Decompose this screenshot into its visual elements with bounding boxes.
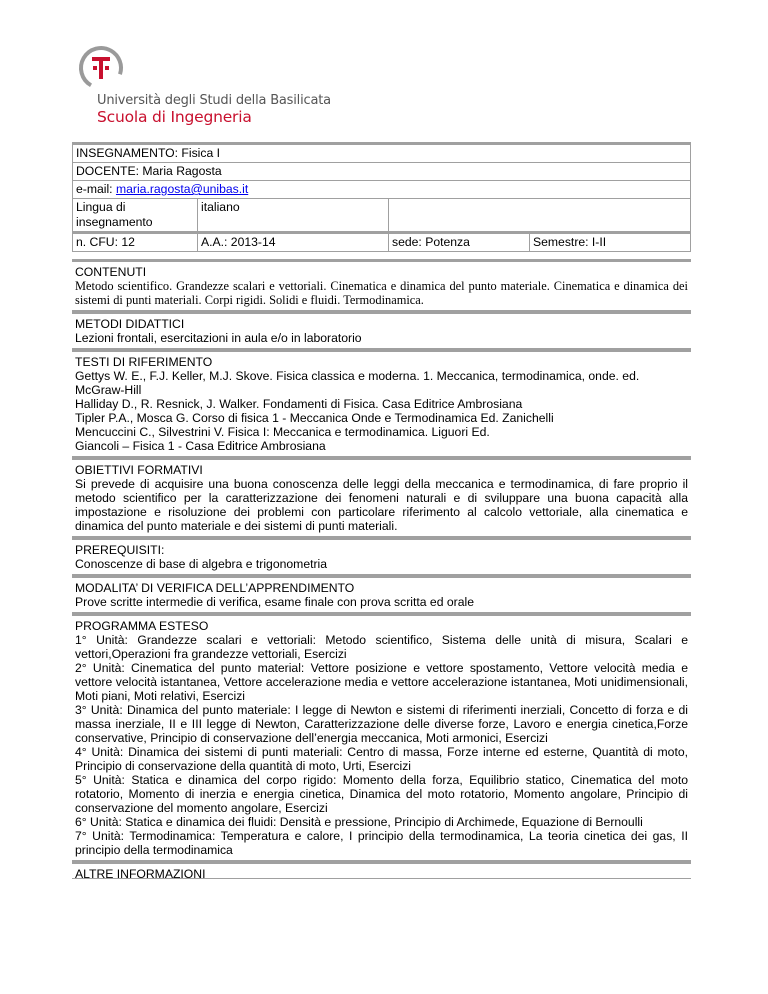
course-info-table xyxy=(72,142,691,252)
language-empty-cell xyxy=(389,199,691,233)
section-title: PROGRAMMA ESTESO xyxy=(75,619,209,633)
section-title: METODI DIDATTICI xyxy=(75,317,185,331)
section-prerequisiti xyxy=(72,537,691,575)
section-programma xyxy=(72,613,691,861)
section-title: ALTRE INFORMAZIONI xyxy=(75,867,206,881)
reference-item: Tipler P.A., Mosca G. Corso di fisica 1 - Meccanica Onde e Termodinamica Ed. Zanichelli xyxy=(75,411,554,425)
section-body: Lezioni frontali, esercitazioni in aula e/o in laboratorio xyxy=(75,331,362,345)
reference-item: Halliday D., R. Resnick, J. Walker. Fondamenti di Fisica. Casa Editrice Ambrosiana xyxy=(75,397,523,411)
university-name: Università degli Studi della Basilicata xyxy=(97,93,331,108)
language-label: Lingua di insegnamento xyxy=(73,199,198,233)
section-body: Conoscenze di base di algebra e trigonometria xyxy=(75,557,328,571)
section-title: MODALITA’ DI VERIFICA DELL’APPRENDIMENTO xyxy=(75,581,355,595)
section-contenuti xyxy=(72,259,691,311)
teacher: DOCENTE: Maria Ragosta xyxy=(73,163,691,181)
reference-item: Mencuccini C., Silvestrini V. Fisica I: Meccanica e termodinamica. Liguori Ed. xyxy=(75,425,490,439)
email-row xyxy=(73,181,691,199)
section-verifica xyxy=(72,575,691,613)
academic-year: A.A.: 2013-14 xyxy=(198,233,389,252)
program-unit: 3° Unità: Dinamica del punto materiale: I legge di Newton e sistemi di riferimenti inerziali, Concetto di forza e di massa inerziale, II e III legge di Newton, Caratterizzazione delle diverse forze, Lavoro e energia cinetica,Forze conservative, Principio di conservazione dell’energia meccanica, Moti armonici, Esercizi xyxy=(75,703,688,745)
section-altre xyxy=(72,861,691,884)
cfu: n. CFU: 12 xyxy=(73,233,198,252)
section-obiettivi xyxy=(72,457,691,537)
language-value: italiano xyxy=(198,199,389,233)
email-label: e-mail: xyxy=(76,182,116,196)
university-logo xyxy=(75,42,127,94)
reference-item: Giancoli – Fisica 1 - Casa Editrice Ambrosiana xyxy=(75,439,326,453)
semester: Semestre: I-II xyxy=(530,233,691,252)
program-unit: 4° Unità: Dinamica dei sistemi di punti materiali: Centro di massa, Forze interne ed esterne, Quantità di moto, Principio di conservazione della quantità di moto, Urti, Esercizi xyxy=(75,745,688,773)
program-unit: 2° Unità: Cinematica del punto material: Vettore posizione e vettore spostamento, Vettore velocità media e vettore velocità istantanea, Vettore accelerazione media e vettore accelerazione istantanea, Moti unidimensionali, Moti piani, Moti relativi, Esercizi xyxy=(75,661,688,703)
program-unit: 1° Unità: Grandezze scalari e vettoriali: Metodo scientifico, Sistema delle unità di misura, Scalari e vettori,Operazioni fra grandezze vettoriali, Esercizi xyxy=(75,633,688,661)
section-title: OBIETTIVI FORMATIVI xyxy=(75,463,203,477)
bottom-rule xyxy=(72,878,691,879)
location: sede: Potenza xyxy=(389,233,530,252)
section-body: Prove scritte intermedie di verifica, esame finale con prova scritta ed orale xyxy=(75,595,474,609)
section-title: CONTENUTI xyxy=(75,265,147,279)
email-link[interactable]: maria.ragosta@unibas.it xyxy=(115,182,249,196)
program-unit: 5° Unità: Statica e dinamica del corpo rigido: Momento della forza, Equilibrio statico, Cinematica del moto rotatorio, Momento di inerzia e energia cinetica, Dinamica del moto rotatorio, Momento angolare, Principio di conservazione del momento angolare, Esercizi xyxy=(75,773,688,815)
section-body: Metodo scientifico. Grandezze scalari e vettoriali. Cinematica e dinamica del punto materiale. Cinematica e dinamica dei sistemi di punti materiali. Corpi rigidi. Solidi e fluidi. Termodinamica. xyxy=(75,279,688,307)
section-metodi xyxy=(72,311,691,349)
section-body: Si prevede di acquisire una buona conoscenza delle leggi della meccanica e termodinamica, di fare proprio il metodo scientifico per la caratterizzazione dei fenomeni naturali e di sviluppare una buona capacità alla impostazione e risoluzione dei problemi con particolare riferimento al calcolo vettoriale, alla cinematica e dinamica del punto materiale e dei sistemi di punti materiali. xyxy=(75,477,688,533)
reference-item: Gettys W. E., F.J. Keller, M.J. Skove. Fisica classica e moderna. 1. Meccanica, termodinamica, onde. ed. McGraw-Hill xyxy=(75,369,640,397)
course-title: INSEGNAMENTO: Fisica I xyxy=(73,144,691,163)
program-unit: 7° Unità: Termodinamica: Temperatura e calore, I principio della termodinamica, La teoria cinetica dei gas, II principio della termodinamica xyxy=(75,829,688,857)
program-unit: 6° Unità: Statica e dinamica dei fluidi: Densità e pressione, Principio di Archimede, Equazione di Bernoulli xyxy=(75,815,643,829)
section-title: PREREQUISITI: xyxy=(75,543,165,557)
school-name: Scuola di Ingegneria xyxy=(97,108,252,126)
section-title: TESTI DI RIFERIMENTO xyxy=(75,355,213,369)
course-sections xyxy=(72,259,691,884)
section-testi xyxy=(72,349,691,457)
